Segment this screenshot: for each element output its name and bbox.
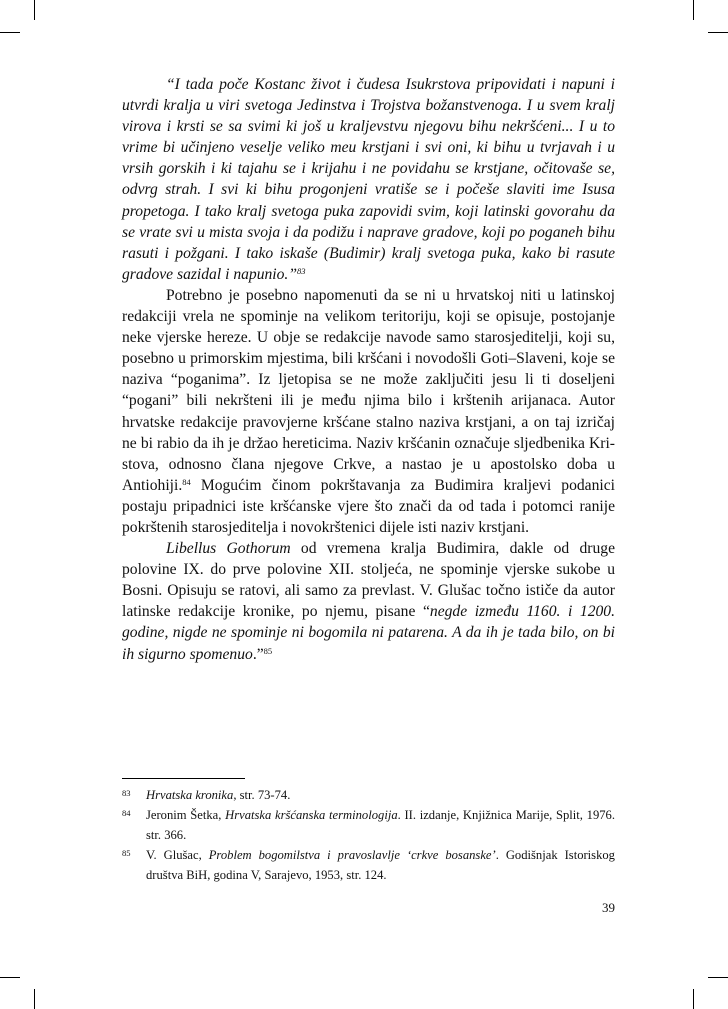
crop-mark [708,32,728,33]
footnote-text: . II. izdanje, Knjižnica Marije, Split, 1976. str. 366. [146,808,615,842]
paragraph [122,285,615,538]
paragraph-text: Mogućim činom pokrštavanja za Budimira kraljevi podanici postaju pripadnici iste kršćanske vjere što znači da od tada i potomci ranije pokrštenih starosjeditelja i novokrštenici dijele isti naziv krstjani. [122,476,615,536]
crop-mark [34,989,35,1009]
footnote-title: Hrvatska kršćanska terminologija [225,808,398,822]
paragraph-text: Potrebno je posebno napomenuti da se ni u hrvatskoj niti u latinskoj redakciji vrela ne spominje na velikom teritoriju, koji se opisuje, postojanje neke vjerske hereze. U obje se redakcije navode samo starosjeditelji, koji su, posebno u primorskim mjestima, bili kršćani i novodošli Goti–Slaveni, koje se naziva “poganima”. Iz ljetopisa se ne može zaključiti jesu li ti doseljeni “pogani” bili nekršteni ili je među njima bilo i krštenih arijanaca. Autor hrvatske redakcije pravovjerne kršćane stalno naziva krstjani, a on taj izričaj ne bi rabio da ih je držao hereticima. Naziv kršćanin označuje sljedbenika Kristova, odnosno člana njegove Crkve, a nastao je u apostolsko doba u Antiohiji. [122,286,615,494]
paragraph-text: .” [252,645,264,663]
footnote-text: , str. 73-74. [233,788,291,802]
crop-mark [0,32,20,33]
footnote-ref: 84 [182,476,191,487]
crop-mark [693,0,694,20]
footnote-ref: 85 [263,645,273,656]
footnote-separator [122,778,245,779]
quoted-paragraph [122,74,615,285]
footnote [122,785,615,805]
page-number: 39 [602,900,615,915]
paragraph-text: od vremena kralja Budimira, dakle od druge polovine IX. do prve polovine XII. stoljeća, ne spominje vjerske sukobe u Bosni. Opisuju se ratovi, ali samo za prevlast. V. Glušac točno ističe da autor latinske redakcije kronike, po njemu, pisane “ [122,540,615,621]
quote-text: “I tada poče Kostanc život i čudesa Isukrstova pripovidati i napuni i utvrdi kralja u viri svetoga Jedinstva i Trojstva božanstvenoga. I u svem kralj virova i krsti se sa svimi ki još u kraljevstvu njegovu bihu nekršćeni... I u to vrime bi učinjeno veselje veliko meu krstjani i svi oni, ki bihu u tvrjavah i u vrsih gorskih i ki tajahu se i krijahu i ne povidahu se krstjane, očitovaše se, odvrg strah. I svi ki bihu progonjeni vratiše se i počeše slaviti ime Isusa propetoga. I tako kralj svetoga puka zapovidi svim, koji latinski govorahu da se vrate svi u mista svoja i da podižu i naprave gradove, koji po poganeh bihu rasuti i požgani. I tako iskaše (Budimir) kralj svetoga puka, kako bi rasute gradove sazidal i napunio.” [122,76,615,283]
body-text [122,74,615,665]
crop-mark [693,989,694,1009]
footnote-number: 85 [122,848,131,858]
work-title: Libellus Gothorum [166,540,291,558]
footnote-ref: 83 [297,265,306,276]
footnote-number: 83 [122,788,131,798]
crop-mark [0,977,20,978]
footnote-title: Hrvatska kronika [146,788,234,802]
footnote-number: 84 [122,808,131,818]
crop-mark [708,977,728,978]
footnote-text: Jeronim Šetka, [146,808,226,822]
inline-quote: negde između 1160. i 1200. godine, nigde ne spominje ni bogomila ni patarena. A da ih je tada bilo, on bi ih sigurno spomenuo [122,603,615,663]
paragraph [122,538,615,665]
footnote [122,845,615,885]
crop-mark [34,0,35,20]
footnote-title: Problem bogomilstva i pravoslavlje ‘crkve bosanske’ [208,848,496,862]
footnotes [122,785,615,885]
footnote [122,805,615,845]
footnote-text: V. Glušac, [146,848,209,862]
footnote-text: . Godišnjak Istoriskog društva BiH, godina V, Sarajevo, 1953, str. 124. [146,848,615,882]
